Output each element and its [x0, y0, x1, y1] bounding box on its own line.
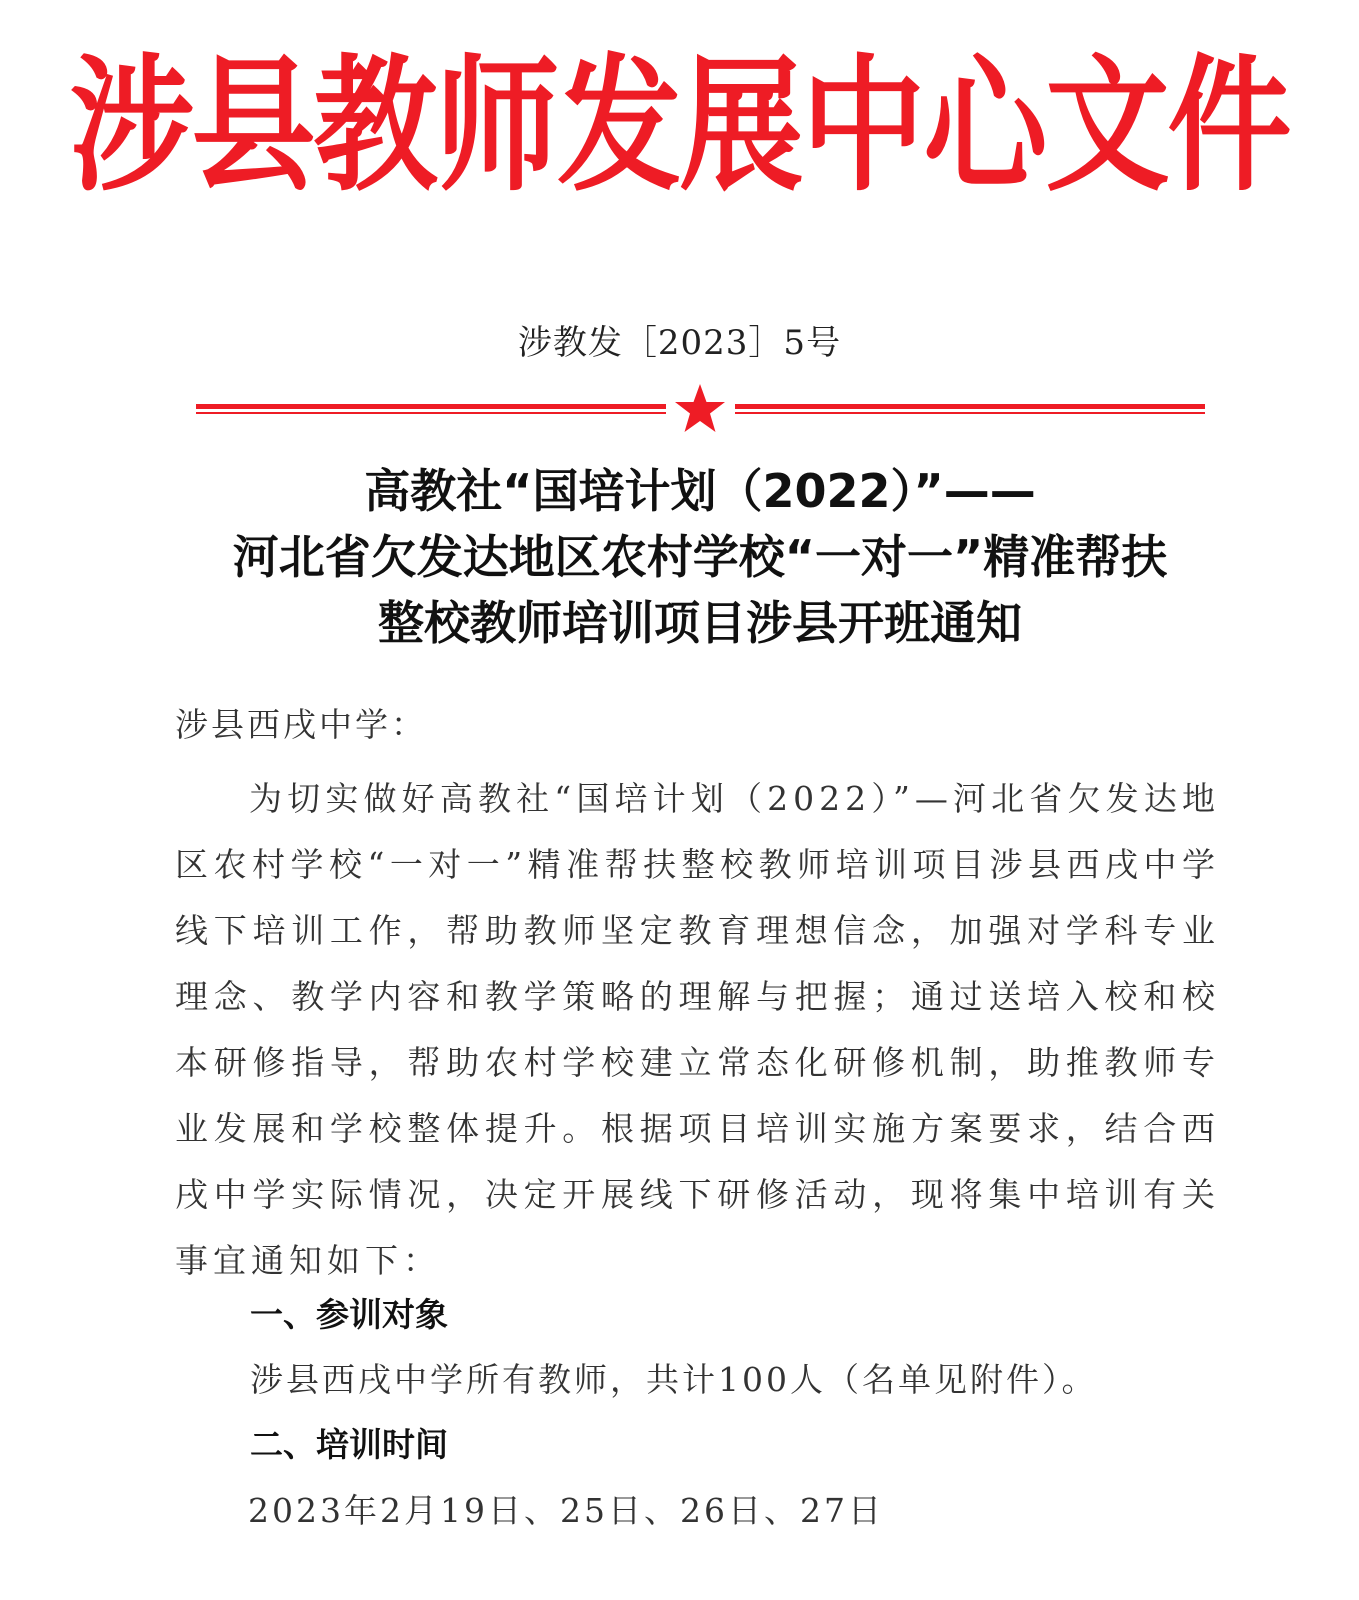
salutation: 涉县西戌中学：	[175, 705, 427, 744]
section-content-training-time: 2023年2月19日、25日、26日、27日	[248, 1491, 884, 1530]
red-divider-left	[196, 404, 666, 418]
section-heading-training-time: 二、培训时间	[250, 1425, 448, 1464]
section-heading-participants: 一、参训对象	[250, 1295, 448, 1334]
notice-title-line-1: 高教社“国培计划（2022）”——	[364, 464, 1036, 518]
section-content-participants: 涉县西戌中学所有教师，共计100人（名单见附件）。	[250, 1360, 1098, 1399]
intro-paragraph: 为切实做好高教社“国培计划（2022）”—河北省欠发达地区农村学校“一对一”精准帮扶整校教师培训项目涉县西戌中学线下培训工作，帮助教师坚定教育理想信念，加强对学科专业理念、教学内容和教学策略的理解与把握；通过送培入校和校本研修指导，帮助农村学校建立常态化研修机制，助推教师专业发展和学校整体提升。根据项目培训实施方案要求，结合西戌中学实际情况，决定开展线下研修活动，现将集中培训有关事宜通知如下：	[175, 779, 1220, 1280]
notice-title-line-2: 河北省欠发达地区农村学校“一对一”精准帮扶	[232, 530, 1168, 584]
document-number: 涉教发［2023］5号	[517, 323, 842, 363]
star-icon	[670, 380, 730, 440]
notice-title-line-3: 整校教师培训项目涉县开班通知	[378, 596, 1022, 650]
red-divider-right	[735, 404, 1205, 418]
masthead-title: 涉县教师发展中心文件	[69, 41, 1290, 212]
